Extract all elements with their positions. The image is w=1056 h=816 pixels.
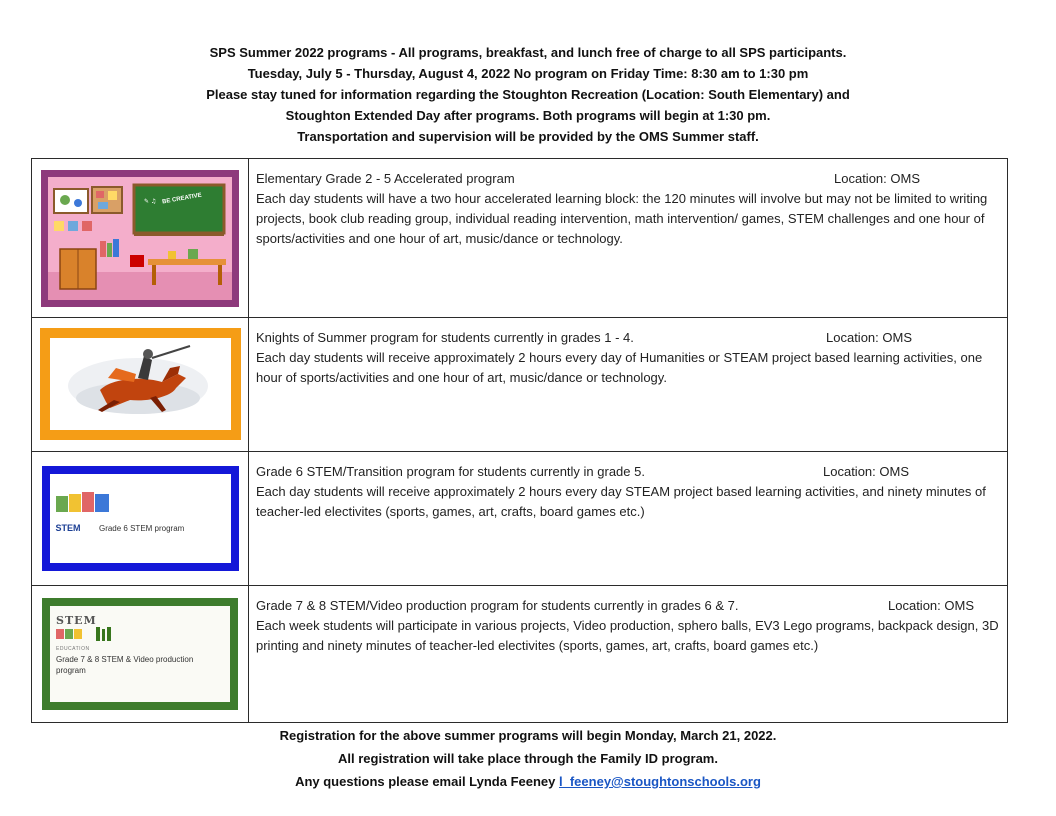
programs-table [31,158,1008,723]
classroom-image [41,170,239,307]
program-text-cell [249,318,1008,451]
program-title-line [256,328,999,348]
program-image-cell [32,318,249,451]
svg-text:✎ ♫: ✎ ♫ [144,197,157,205]
footer-line-3 [0,770,1056,793]
program-title-line [256,169,999,189]
program-text-cell [249,159,1008,318]
knight-image [40,328,241,440]
program-row-grade7-8-stem [32,585,1008,722]
program-description: Each day students will receive approximately 2 hours every day of Humanities or STEAM project based learning activities, one hour of sports/activities and one hour of art, music/dance or technology. [256,350,983,386]
email-link[interactable]: l_feeney@stoughtonschools.org [559,774,761,789]
footer-contact-text: Any questions please email Lynda Feeney [295,774,560,789]
program-location: Location: OMS [826,330,912,346]
program-title: Grade 7 & 8 STEM/Video production program for students currently in grades 6 & 7. [256,597,739,613]
header-line-5: Transportation and supervision will be provided by the OMS Summer staff. [297,129,759,144]
header-line-2: Tuesday, July 5 - Thursday, August 4, 2022 No program on Friday Time: 8:30 am to 1:30 pm [247,66,809,81]
footer-line-2: All registration will take place through the Family ID program. [338,751,718,766]
education-label: EDUCATION [56,645,90,652]
program-description: Each day students will receive approximately 2 hours every day STEAM project based learning activities, and ninety minutes of teacher-led electivites (sports, games, art, crafts, board games etc.) [256,483,986,519]
header-line-3: Please stay tuned for information regarding the Stoughton Recreation (Location: South Elementary) and [206,87,850,102]
program-text-cell [249,451,1008,585]
program-location: Location: OMS [888,597,974,613]
program-location: Location: OMS [834,171,920,186]
program-location: Location: OMS [823,463,909,479]
header-line-4: Stoughton Extended Day after programs. Both programs will begin at 1:30 pm. [285,108,771,123]
stem-color-blocks [56,627,116,641]
program-title: Elementary Grade 2 - 5 Accelerated program [256,171,515,186]
image-caption: Grade 7 & 8 STEM & Video production program [56,654,194,675]
flyer-header [0,42,1056,147]
grade6-stem-image [42,466,239,571]
program-row-grade6-stem [32,451,1008,585]
stem-label: STEM [55,522,81,533]
program-title-line [256,596,999,616]
chalkboard-text: BE CREATIVE [161,192,203,206]
program-title: Knights of Summer program for students currently in grades 1 - 4. [256,330,634,346]
footer-line-1: Registration for the above summer programs will begin Monday, March 21, 2022. [279,728,777,743]
stem-label: STEM [56,613,97,627]
program-image-cell [32,451,249,585]
flyer-footer [0,724,1056,793]
program-row-elementary [32,159,1008,318]
program-image-cell [32,159,249,318]
program-row-knights [32,318,1008,451]
knight-illustration [50,338,231,430]
grade7-8-stem-image [42,598,238,710]
program-image-cell [32,585,249,722]
image-caption: Grade 6 STEM program [98,523,185,533]
program-title-line [256,462,999,482]
program-description: Each day students will have a two hour accelerated learning block: the 120 minutes will involve but may not be limited to writing projects, book club reading group, individual reading intervention, math intervention/ games, STEM challenges and one hour of sports/activities and one hour of art, music/dance or technology. [256,191,988,246]
program-description: Each week students will participate in various projects, Video production, sphero balls, EV3 Lego programs, backpack design, 3D printing and ninety minutes of teacher-led electivites (sports, games, art, crafts, board games etc.) [256,617,999,653]
program-text-cell [249,585,1008,722]
program-title: Grade 6 STEM/Transition program for students currently in grade 5. [256,463,645,479]
header-line-1: SPS Summer 2022 programs - All programs, breakfast, and lunch free of charge to all SPS participants. [209,45,847,60]
